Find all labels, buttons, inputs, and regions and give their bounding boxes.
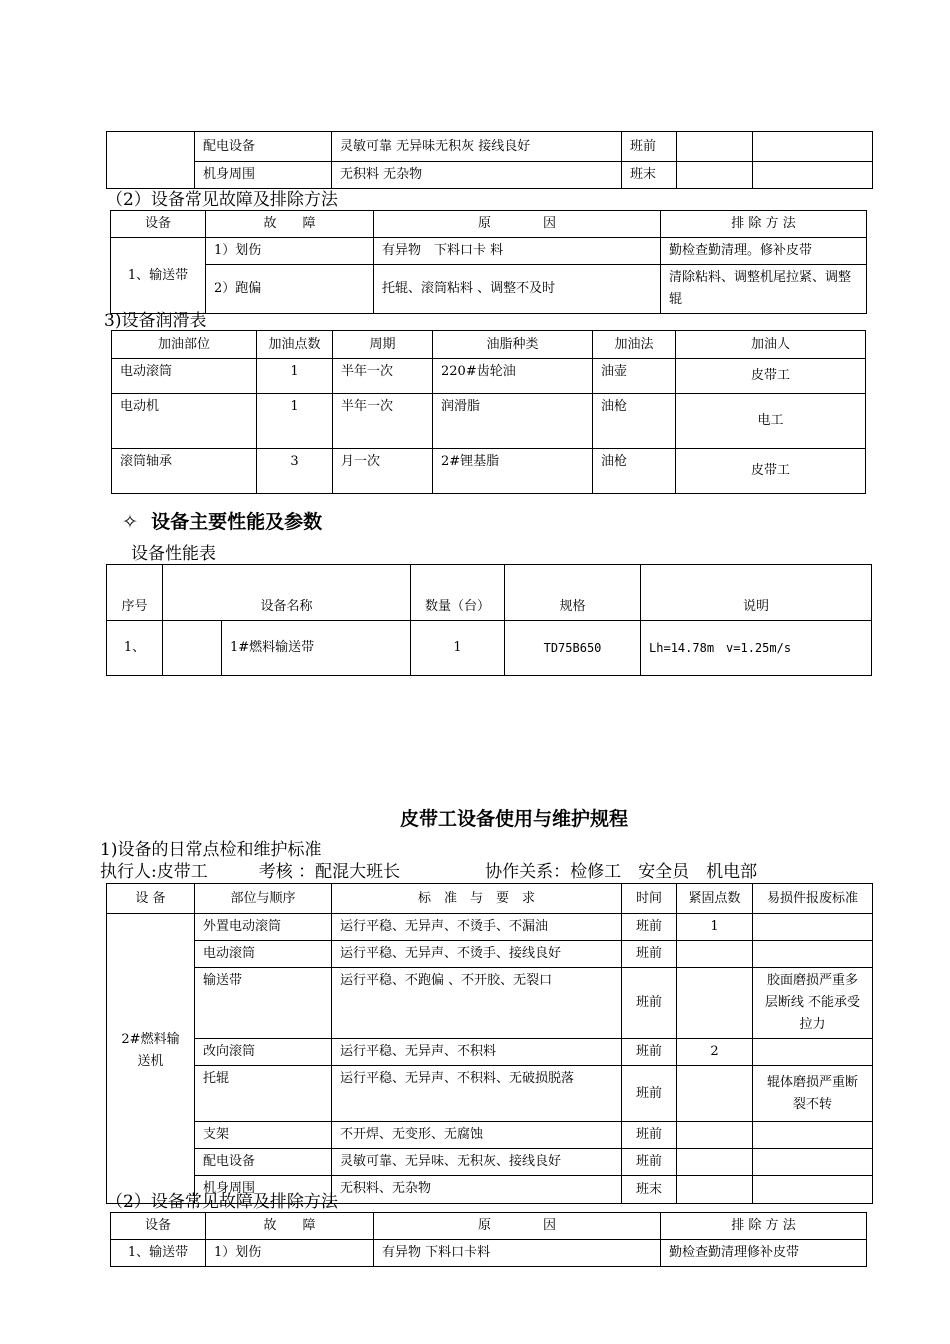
perf-subtitle: 设备性能表 — [131, 544, 216, 564]
fasten-cell — [677, 1066, 753, 1122]
lube-points: 1 — [257, 359, 333, 394]
equipment-cell: 2#燃料输送机 — [107, 914, 195, 1204]
section-title: 设备主要性能及参数 — [151, 511, 323, 533]
standard-cell: 运行平稳、不跑偏 、不开胶、无裂口 — [332, 968, 622, 1039]
equipment-cell: 1、输送带 — [111, 238, 206, 314]
fasten-cell: 2 — [677, 1039, 753, 1066]
check-table — [106, 883, 873, 1204]
perf-name: 1#燃料输送带 — [222, 621, 411, 676]
scrap-cell — [753, 1039, 873, 1066]
fix-cell: 清除粘料、调整机尾拉紧、调整辊 — [661, 265, 867, 314]
lube-part: 电动滚筒 — [112, 359, 257, 394]
header-spec: 规格 — [505, 565, 641, 621]
fasten-cell — [677, 1122, 753, 1149]
lube-person: 皮带工 — [676, 449, 866, 494]
standard-cell: 运行平稳、无异声、不烫手、接线良好 — [332, 941, 622, 968]
perf-table — [106, 564, 872, 676]
fix-cell: 勤检查勤清理。修补皮带 — [661, 238, 867, 265]
header-fix: 排 除 方 法 — [661, 1213, 867, 1240]
lube-grease: 2#锂基脂 — [433, 449, 593, 494]
standard-cell: 运行平稳、无异声、不烫手、不漏油 — [332, 914, 622, 941]
fault-heading: （2）设备常见故障及排除方法 — [106, 190, 338, 210]
fix-cell: 勤检查勤清理修补皮带 — [661, 1240, 867, 1267]
lube-part: 滚筒轴承 — [112, 449, 257, 494]
header-name: 设备名称 — [163, 565, 411, 621]
cause-cell: 有异物 下料口卡 料 — [374, 238, 661, 265]
header-cause: 原 因 — [374, 211, 661, 238]
regulation-sub: 1)设备的日常点检和维护标准 — [100, 840, 322, 860]
header-fasten: 紧固点数 — [677, 884, 753, 914]
part-cell: 外置电动滚筒 — [195, 914, 332, 941]
lube-heading: 3)设备润滑表 — [104, 311, 207, 331]
lube-grease: 润滑脂 — [433, 394, 593, 449]
fasten-cell — [677, 968, 753, 1039]
header-fault: 故 障 — [206, 1213, 374, 1240]
lube-method: 油壶 — [593, 359, 676, 394]
lube-part: 电动机 — [112, 394, 257, 449]
scrap-cell — [753, 1122, 873, 1149]
part-cell: 输送带 — [195, 968, 332, 1039]
lube-period: 半年一次 — [333, 394, 433, 449]
time-cell: 班前 — [622, 132, 677, 162]
header-method: 加油法 — [593, 331, 676, 359]
standard-cell: 运行平稳、无异声、不积料 — [332, 1039, 622, 1066]
part-cell: 托辊 — [195, 1066, 332, 1122]
part-cell: 配电设备 — [195, 132, 332, 162]
scrap-cell — [753, 1176, 873, 1204]
top-check-table — [106, 131, 873, 189]
cause-cell: 托辊、滚筒粘料 、调整不及时 — [374, 265, 661, 314]
fasten-cell — [677, 1176, 753, 1204]
lube-period: 半年一次 — [333, 359, 433, 394]
fault-cell: 1）划伤 — [206, 1240, 374, 1267]
header-cause: 原 因 — [374, 1213, 661, 1240]
fault-cell: 1）划伤 — [206, 238, 374, 265]
time-cell: 班前 — [622, 914, 677, 941]
part-cell: 机身周围 — [195, 1176, 332, 1204]
header-standard: 标 准 与 要 求 — [332, 884, 622, 914]
header-equipment: 设备 — [111, 1213, 206, 1240]
header-equipment: 设备 — [111, 211, 206, 238]
fasten-cell — [677, 941, 753, 968]
standard-cell: 不开焊、无变形、无腐蚀 — [332, 1122, 622, 1149]
scrap-cell: 辊体磨损严重断裂不转 — [753, 1066, 873, 1122]
time-cell: 班末 — [622, 162, 677, 189]
regulation-title: 皮带工设备使用与维护规程 — [400, 808, 629, 830]
time-cell: 班前 — [622, 1122, 677, 1149]
header-note: 说明 — [641, 565, 872, 621]
header-equipment: 设 备 — [107, 884, 195, 914]
part-cell: 支架 — [195, 1122, 332, 1149]
time-cell: 班前 — [622, 1039, 677, 1066]
standard-cell: 无积料 无杂物 — [332, 162, 622, 189]
lube-grease: 220#齿轮油 — [433, 359, 593, 394]
header-time: 时间 — [622, 884, 677, 914]
perf-qty: 1 — [411, 621, 505, 676]
lube-points: 3 — [257, 449, 333, 494]
header-person: 加油人 — [676, 331, 866, 359]
fault-cell: 2）跑偏 — [206, 265, 374, 314]
time-cell: 班前 — [622, 968, 677, 1039]
part-cell: 机身周围 — [195, 162, 332, 189]
header-period: 周期 — [333, 331, 433, 359]
part-cell: 配电设备 — [195, 1149, 332, 1176]
diamond-icon: ✧ — [122, 511, 138, 533]
lube-period: 月一次 — [333, 449, 433, 494]
lube-method: 油枪 — [593, 394, 676, 449]
lube-points: 1 — [257, 394, 333, 449]
perf-no: 1、 — [107, 621, 163, 676]
fasten-cell: 1 — [677, 914, 753, 941]
header-part: 部位与顺序 — [195, 884, 332, 914]
lube-person: 电工 — [676, 394, 866, 449]
scrap-cell — [753, 914, 873, 941]
lube-table — [111, 330, 866, 494]
standard-cell: 灵敏可靠 无异味无积灰 接线良好 — [332, 132, 622, 162]
fault-heading: （2）设备常见故障及排除方法 — [106, 1192, 338, 1212]
time-cell: 班末 — [622, 1176, 677, 1204]
time-cell: 班前 — [622, 1149, 677, 1176]
exec-line: 执行人:皮带工 考核 ：配混大班长 协作关系：检修工 安全员 机电部 — [100, 862, 758, 882]
cause-cell: 有异物 下料口卡料 — [374, 1240, 661, 1267]
fault-table-2 — [110, 1212, 867, 1267]
scrap-cell — [753, 941, 873, 968]
part-cell: 改向滚筒 — [195, 1039, 332, 1066]
equipment-cell — [107, 132, 195, 189]
header-fault: 故 障 — [206, 211, 374, 238]
fault-table — [110, 210, 867, 314]
header-no: 序号 — [107, 565, 163, 621]
header-qty: 数量（台） — [411, 565, 505, 621]
scrap-cell — [753, 1149, 873, 1176]
time-cell: 班前 — [622, 1066, 677, 1122]
header-grease: 油脂种类 — [433, 331, 593, 359]
perf-note: Lh=14.78m v=1.25m/s — [641, 621, 872, 676]
header-part: 加油部位 — [112, 331, 257, 359]
time-cell: 班前 — [622, 941, 677, 968]
lube-person: 皮带工 — [676, 359, 866, 394]
fasten-cell — [677, 1149, 753, 1176]
header-fix: 排 除 方 法 — [661, 211, 867, 238]
perf-title-line — [122, 507, 322, 534]
scrap-cell: 胶面磨损严重多层断线 不能承受拉力 — [753, 968, 873, 1039]
header-points: 加油点数 — [257, 331, 333, 359]
standard-cell: 无积料、无杂物 — [332, 1176, 622, 1204]
lube-method: 油枪 — [593, 449, 676, 494]
standard-cell: 运行平稳、无异声、不积料、无破损脱落 — [332, 1066, 622, 1122]
header-scrap: 易损件报废标准 — [753, 884, 873, 914]
part-cell: 电动滚筒 — [195, 941, 332, 968]
standard-cell: 灵敏可靠、无异味、无积灰、接线良好 — [332, 1149, 622, 1176]
equipment-cell: 1、输送带 — [111, 1240, 206, 1267]
perf-spec: TD75B650 — [505, 621, 641, 676]
